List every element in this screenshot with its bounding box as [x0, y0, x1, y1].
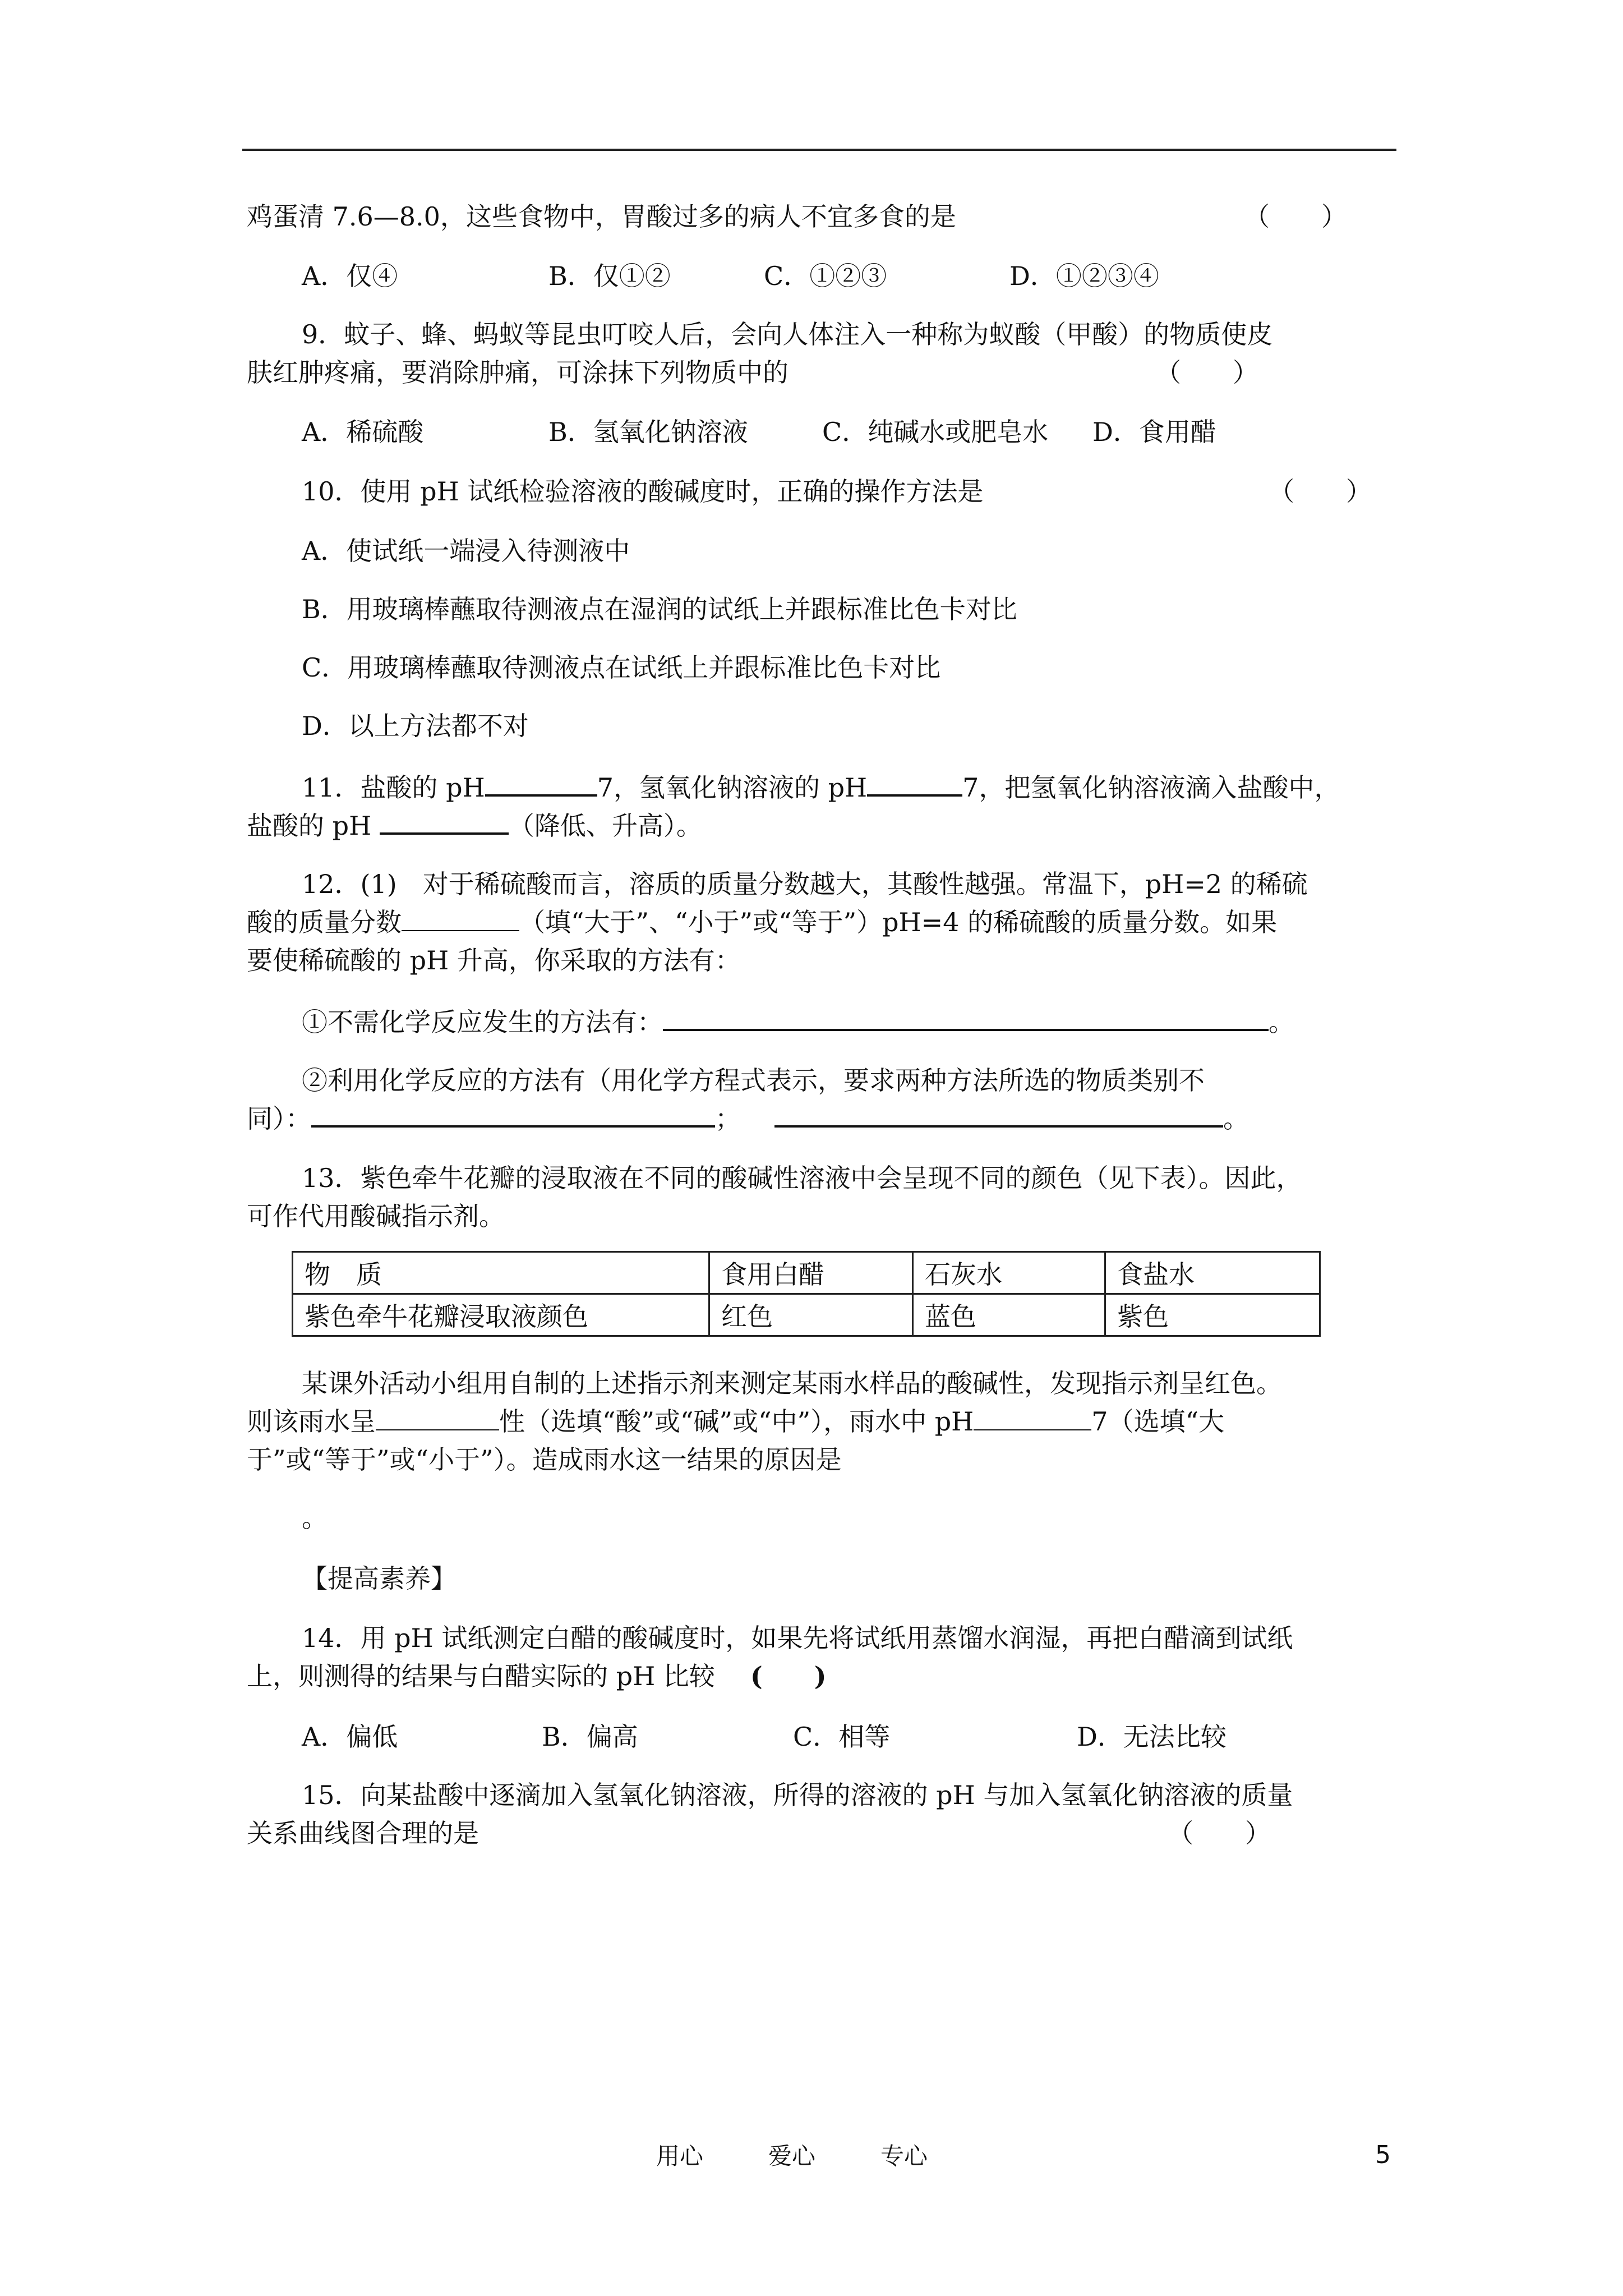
q11-text-5: （降低、升高）。: [508, 811, 702, 841]
table-cell: 石灰水: [913, 1252, 1105, 1294]
q12-method2-text: 同）：: [247, 1103, 311, 1134]
q15-line2: 关系曲线图合理的是: [247, 1818, 479, 1848]
q13-para-line1: 某课外活动小组用自制的上述指示剂来测定某雨水样品的酸碱性，发现指示剂呈红色。: [302, 1368, 1282, 1398]
q11-line2: [247, 808, 702, 843]
table-cell: 物 质: [293, 1252, 709, 1294]
q13-text-a: 则该雨水呈: [247, 1406, 376, 1437]
q8-option-c: C．①②③: [764, 261, 887, 291]
q9-option-a: A．稀硫酸: [302, 417, 424, 447]
q13-para-line3: 于”或“等于”或“小于”）。造成雨水这一结果的原因是: [247, 1444, 842, 1475]
q13-line1: 13．紫色牵牛花瓣的浸取液在不同的酸碱性溶液中会呈现不同的颜色（见下表）。因此，: [302, 1163, 1302, 1193]
q13-para-end: 。: [302, 1503, 328, 1533]
q10-option-c: C．用玻璃棒蘸取待测液点在试纸上并跟标准比色卡对比: [302, 652, 941, 683]
q12-method2: ②利用化学反应的方法有（用化学方程式表示，要求两种方法所选的物质类别不: [302, 1065, 1205, 1096]
table-row: [293, 1252, 1320, 1294]
q9-answer-paren: （ ）: [1155, 357, 1258, 388]
table-cell: 食用白醋: [709, 1252, 913, 1294]
q11-text-4: 盐酸的 pH: [247, 811, 380, 841]
q12-method1-text: ①不需化学反应发生的方法有：: [302, 1007, 663, 1037]
q13-text-b: 性（选填“酸”或“碱”或“中”），雨水中 pH: [499, 1406, 974, 1437]
q11-text-1: 11．盐酸的 pH: [302, 772, 485, 803]
q8-option-a: A．仅④: [302, 261, 398, 291]
footer-word-3: 专心: [880, 2142, 928, 2170]
q9-stem-line2: 肤红肿疼痛，要消除肿痛，可涂抹下列物质中的: [247, 357, 789, 388]
q12-method2-line2: [247, 1101, 1249, 1135]
q15-answer-paren: （ ）: [1168, 1818, 1271, 1848]
table-cell: 蓝色: [913, 1294, 1105, 1336]
q10-option-d: D．以上方法都不对: [302, 711, 529, 741]
q12-line1: 12．(1) 对于稀硫酸而言，溶质的质量分数越大，其酸性越强。常温下，pH=2 的稀硫: [302, 869, 1308, 899]
q13-text-c: 7（选填“大: [1091, 1406, 1225, 1437]
page-number: 5: [1375, 2141, 1391, 2169]
indicator-color-table: [292, 1251, 1321, 1337]
footer-word-1: 用心: [656, 2142, 704, 2170]
q13-para-line2: [247, 1405, 1224, 1438]
q11-text-3: 7，把氢氧化钠溶液滴入盐酸中，: [962, 772, 1340, 803]
q12-line2: [247, 905, 1277, 939]
q14-line2: 上，则测得的结果与白醋实际的 pH 比较: [247, 1661, 715, 1691]
q15-line1: 15．向某盐酸中逐滴加入氢氧化钠溶液，所得的溶液的 pH 与加入氢氧化钠溶液的质量: [302, 1780, 1293, 1810]
q13-blank-nature[interactable]: [376, 1405, 499, 1430]
q12-blank-equation2[interactable]: [774, 1101, 1223, 1128]
q12-blank-equation1[interactable]: [311, 1101, 715, 1128]
q8-stem: 鸡蛋清 7.6—8.0，这些食物中，胃酸过多的病人不宜多食的是: [247, 201, 956, 232]
q9-option-d: D．食用醋: [1092, 417, 1216, 447]
q13-blank-ph[interactable]: [974, 1405, 1091, 1430]
q11-blank-1[interactable]: [485, 770, 597, 797]
q8-answer-paren: （ ）: [1244, 201, 1347, 232]
q14-option-b: B．偏高: [542, 1722, 638, 1752]
q11-line1: [302, 770, 1340, 804]
q8-option-b: B．仅①②: [548, 261, 671, 291]
footer-word-2: 爱心: [768, 2142, 816, 2170]
q11-blank-2[interactable]: [867, 770, 962, 797]
q14-answer-paren: ( ): [750, 1661, 827, 1691]
q11-text-2: 7，氢氧化钠溶液的 pH: [597, 772, 868, 803]
q11-blank-3[interactable]: [380, 808, 509, 835]
q12-blank-compare[interactable]: [402, 905, 519, 931]
q10-stem: 10．使用 pH 试纸检验溶液的酸碱度时，正确的操作方法是: [302, 476, 984, 507]
table-cell: 食盐水: [1105, 1252, 1320, 1294]
q12-text-b: （填“大于”、“小于”或“等于”）pH=4 的稀硫酸的质量分数。如果: [519, 907, 1278, 937]
q12-method1-end: 。: [1269, 1007, 1294, 1037]
section-heading: 【提高素养】: [302, 1563, 457, 1594]
q14-option-a: A．偏低: [302, 1722, 398, 1752]
q8-option-d: D．①②③④: [1009, 261, 1159, 291]
q10-option-b: B．用玻璃棒蘸取待测液点在湿润的试纸上并跟标准比色卡对比: [302, 594, 1017, 624]
header-rule: [242, 149, 1396, 151]
q14-line1: 14．用 pH 试纸测定白醋的酸碱度时，如果先将试纸用蒸馏水润湿，再把白醋滴到试纸: [302, 1623, 1293, 1653]
table-cell: 紫色: [1105, 1294, 1320, 1336]
q12-separator: ；: [715, 1103, 741, 1134]
q13-line2: 可作代用酸碱指示剂。: [247, 1201, 505, 1231]
q12-method2-end: 。: [1223, 1103, 1249, 1134]
table-cell: 红色: [709, 1294, 913, 1336]
q14-option-c: C．相等: [793, 1722, 891, 1752]
q10-answer-paren: （ ）: [1269, 476, 1372, 507]
q10-option-a: A．使试纸一端浸入待测液中: [302, 536, 630, 566]
table-cell: 紫色牵牛花瓣浸取液颜色: [293, 1294, 709, 1336]
q14-option-d: D．无法比较: [1077, 1722, 1227, 1752]
q9-option-c: C．纯碱水或肥皂水: [822, 417, 1049, 447]
table-row: [293, 1294, 1320, 1336]
q9-option-b: B．氢氧化钠溶液: [548, 417, 748, 447]
q12-line3: 要使稀硫酸的 pH 升高，你采取的方法有：: [247, 945, 741, 976]
q12-method1: [302, 1004, 1294, 1039]
q12-text-a: 酸的质量分数: [247, 907, 402, 937]
q12-blank-method1[interactable]: [663, 1004, 1269, 1031]
q9-stem-line1: 9．蚊子、蜂、蚂蚁等昆虫叮咬人后，会向人体注入一种称为蚁酸（甲酸）的物质使皮: [302, 319, 1273, 349]
